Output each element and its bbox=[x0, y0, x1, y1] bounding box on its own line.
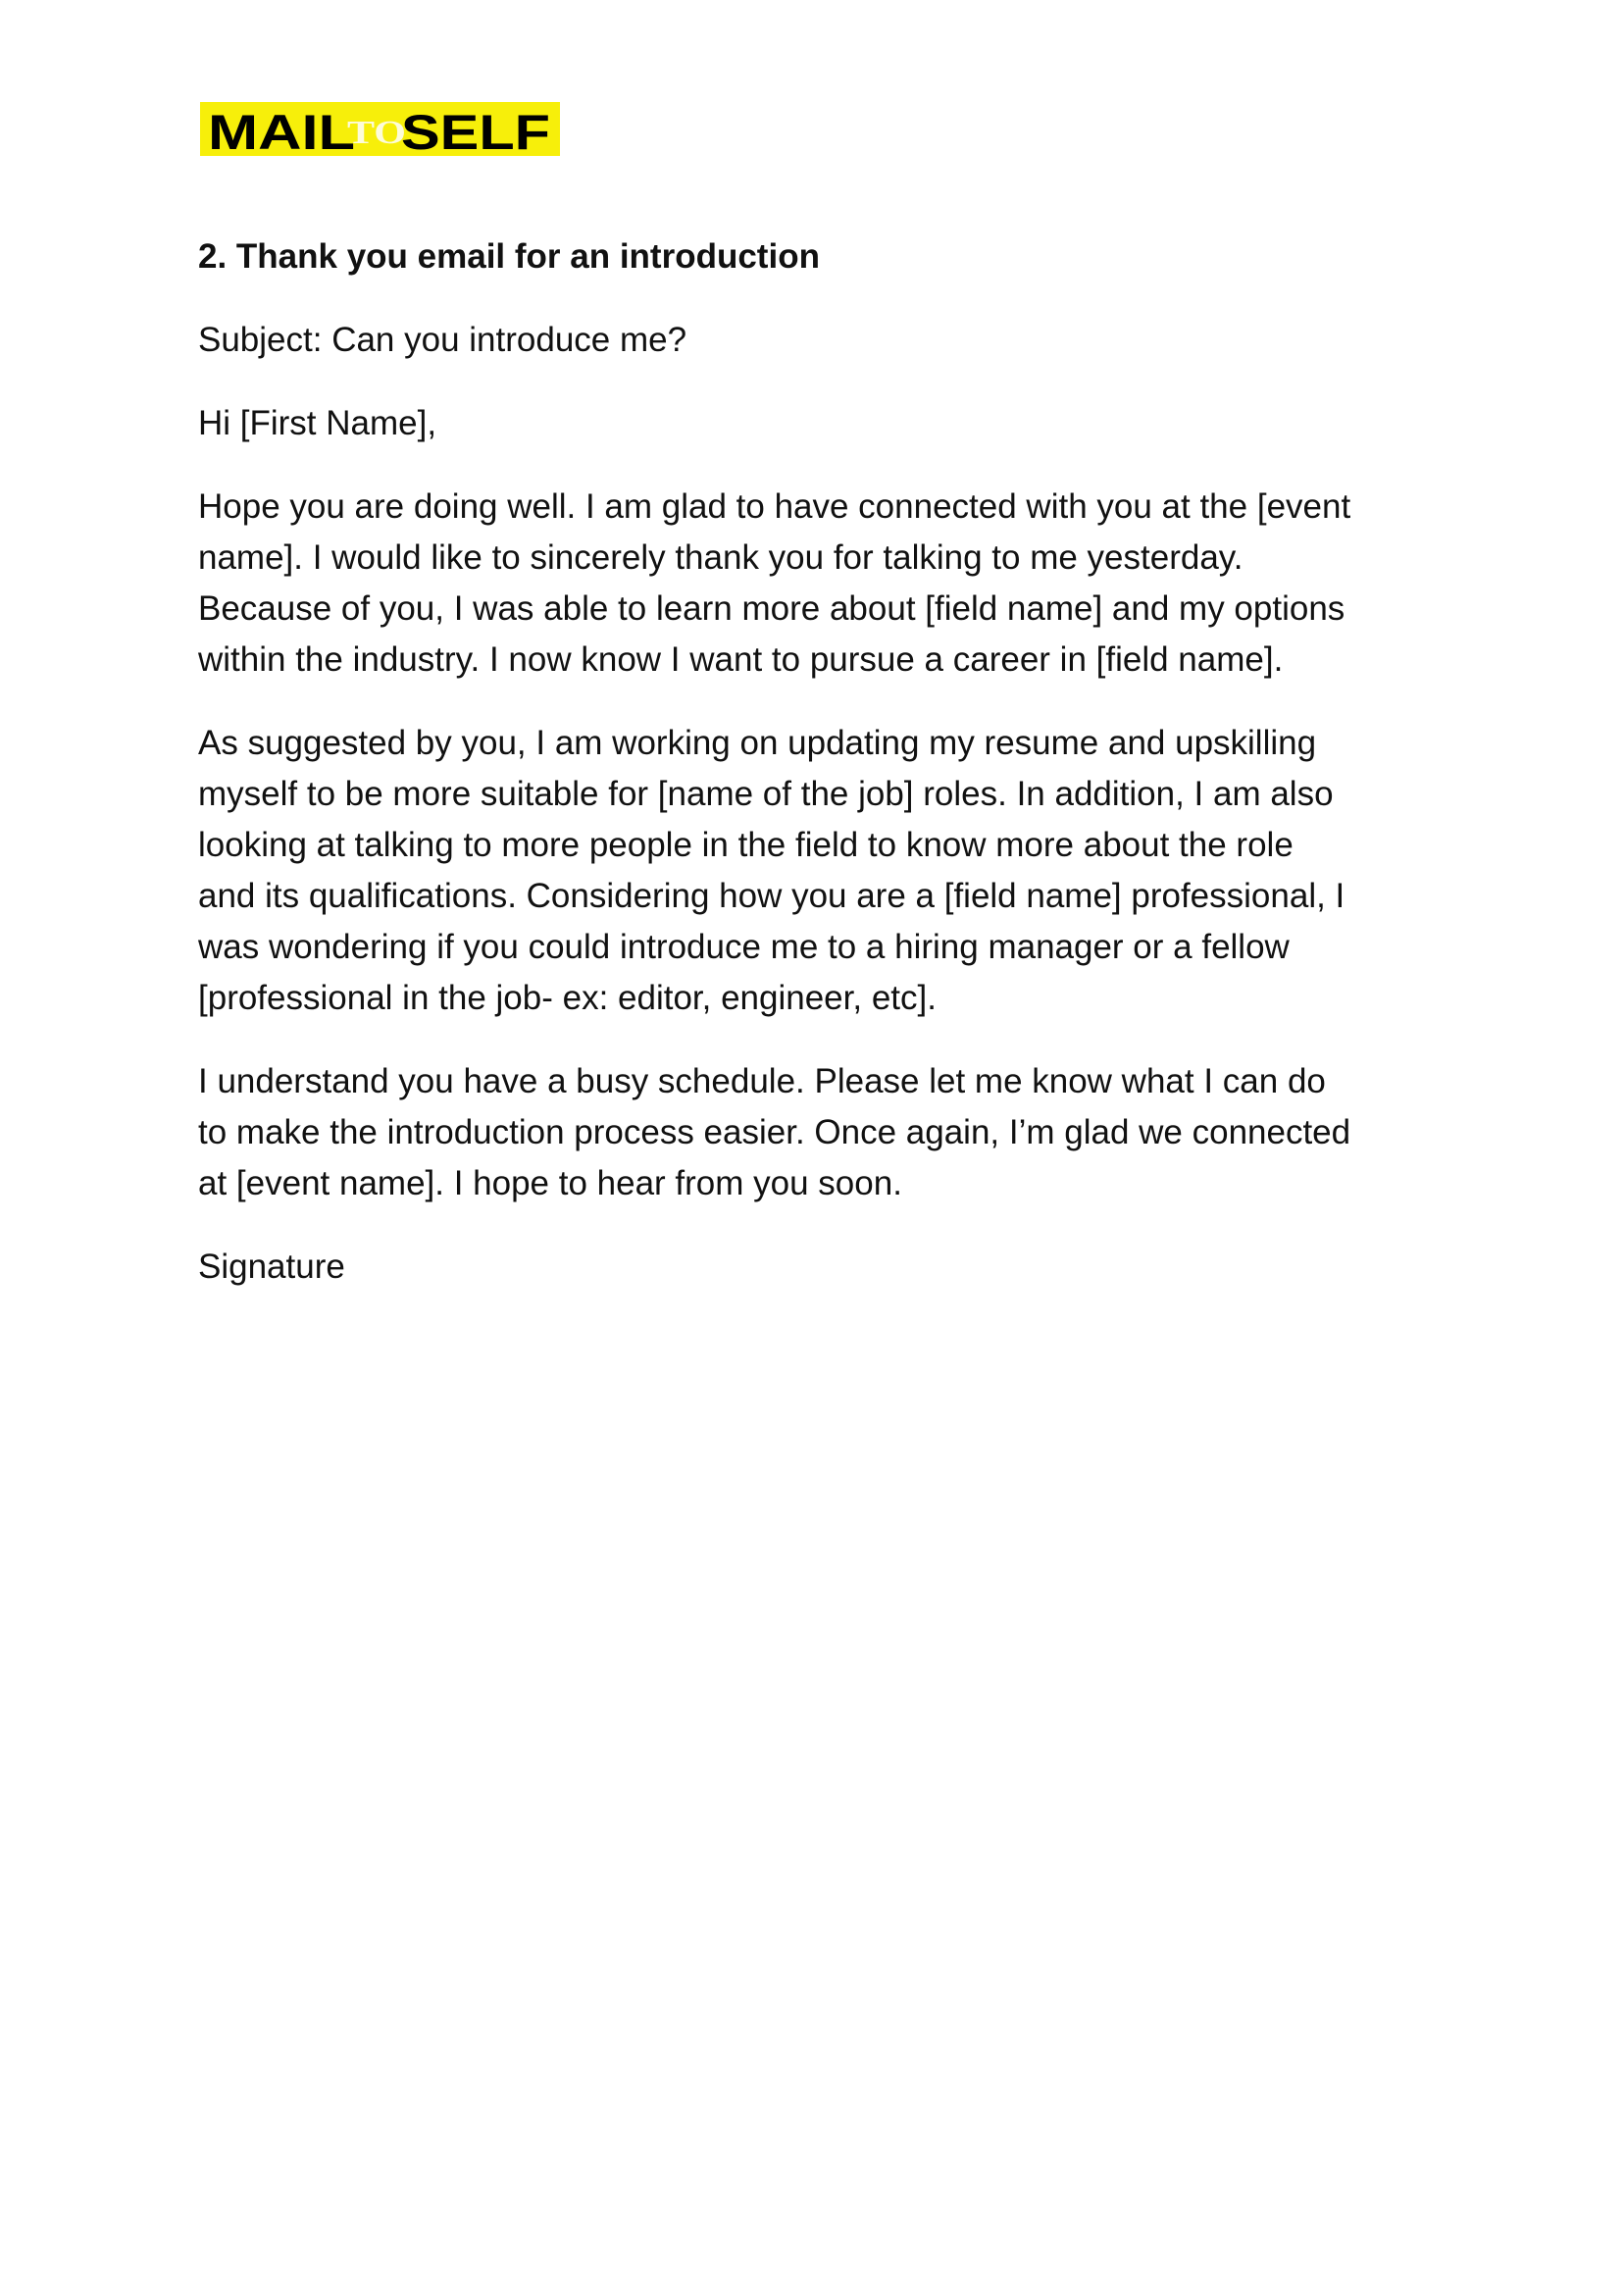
text-line: I understand you have a busy schedule. Please let me know what I can do bbox=[198, 1062, 1326, 1100]
text-line: name]. I would like to sincerely thank you for talking to me yesterday. bbox=[198, 538, 1243, 577]
greeting: Hi [First Name], bbox=[198, 404, 437, 442]
section-heading: 2. Thank you email for an introduction bbox=[198, 237, 820, 276]
text-line: Because of you, I was able to learn more about [field name] and my options bbox=[198, 589, 1345, 628]
svg-text:SELF: SELF bbox=[401, 105, 550, 156]
text-line: looking at talking to more people in the field to know more about the role bbox=[198, 826, 1294, 864]
body-paragraph-1 bbox=[198, 482, 1473, 686]
svg-text:TO: TO bbox=[347, 115, 406, 151]
text-line: to make the introduction process easier. Once again, I’m glad we connected bbox=[198, 1113, 1351, 1151]
text-line: and its qualifications. Considering how you are a [field name] professional, I bbox=[198, 877, 1345, 915]
text-line: at [event name]. I hope to hear from you soon. bbox=[198, 1164, 902, 1202]
text-line: within the industry. I now know I want to pursue a career in [field name]. bbox=[198, 640, 1284, 679]
email-template bbox=[198, 231, 1473, 1325]
text-line: Hope you are doing well. I am glad to have connected with you at the [event bbox=[198, 487, 1351, 526]
subject-line: Subject: Can you introduce me? bbox=[198, 321, 687, 359]
text-line: was wondering if you could introduce me to a hiring manager or a fellow bbox=[198, 928, 1290, 966]
body-paragraph-2 bbox=[198, 718, 1473, 1024]
signature: Signature bbox=[198, 1248, 345, 1286]
body-paragraph-3 bbox=[198, 1056, 1473, 1209]
mailtoself-logo bbox=[200, 102, 560, 156]
text-line: [professional in the job- ex: editor, engineer, etc]. bbox=[198, 979, 937, 1017]
text-line: myself to be more suitable for [name of the job] roles. In addition, I am also bbox=[198, 775, 1334, 813]
text-line: As suggested by you, I am working on updating my resume and upskilling bbox=[198, 724, 1317, 762]
svg-text:MAIL: MAIL bbox=[208, 105, 355, 156]
